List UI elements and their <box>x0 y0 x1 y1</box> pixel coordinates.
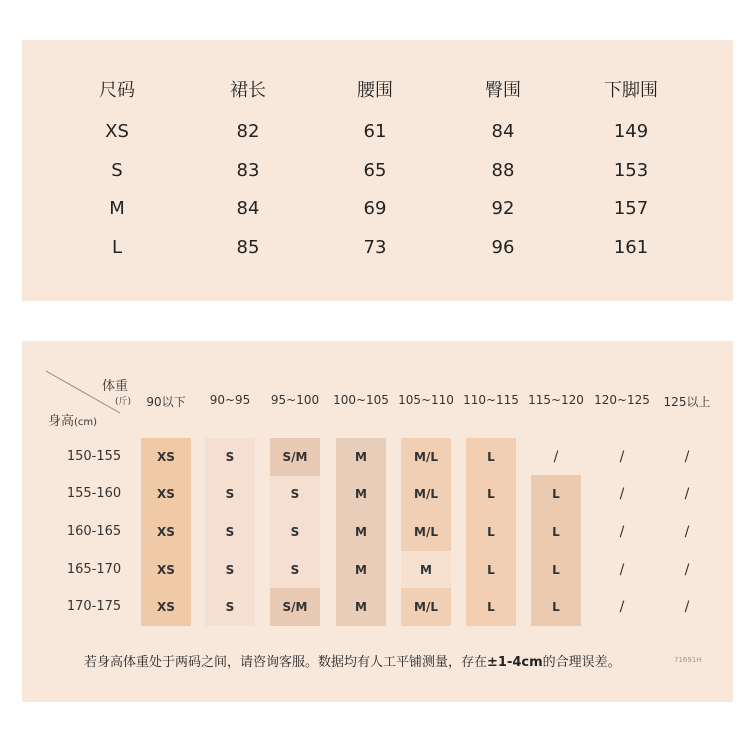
recommended-size-cell: / <box>553 449 559 465</box>
recommended-size-cell: S <box>225 525 235 539</box>
recommended-size-cell: / <box>684 599 690 615</box>
size-cell: L <box>111 237 123 258</box>
weight-range-label: 115~120 <box>528 393 584 407</box>
size-cell: XS <box>105 121 129 142</box>
recommended-size-cell: / <box>684 449 690 465</box>
weight-range-label: 105~110 <box>398 393 454 407</box>
recommended-size-cell: L <box>487 487 495 501</box>
recommended-size-cell: L <box>487 450 495 464</box>
size-cell: 153 <box>613 160 649 181</box>
size-header-cell: 腰围 <box>357 80 393 101</box>
recommended-size-cell: L <box>552 525 560 539</box>
recommended-size-cell: XS <box>157 563 175 577</box>
recommended-size-cell: / <box>684 562 690 578</box>
recommended-size-cell: S <box>225 450 235 464</box>
size-header-cell: 尺码 <box>99 80 135 101</box>
recommended-size-cell: S/M <box>282 600 308 614</box>
height-range-label: 150-155 <box>66 449 122 464</box>
height-range-label: 155-160 <box>66 486 122 501</box>
size-table-row <box>22 229 733 267</box>
size-cell: S <box>111 160 123 181</box>
recommended-size-cell: M <box>355 563 367 577</box>
recommended-size-cell: S <box>290 563 300 577</box>
size-cell: 84 <box>491 121 515 142</box>
recommended-size-cell: XS <box>157 450 175 464</box>
weight-unit: (斤) <box>115 397 132 407</box>
size-cell: 92 <box>491 198 515 219</box>
size-cell: 85 <box>236 237 260 258</box>
weight-range-label: 90以下 <box>146 395 186 409</box>
size-table-panel <box>22 40 733 301</box>
size-cell: 82 <box>236 121 260 142</box>
size-cell: 84 <box>236 198 260 219</box>
recommended-size-cell: / <box>684 486 690 502</box>
recommended-size-cell: S <box>225 600 235 614</box>
recommended-size-cell: M <box>420 563 432 577</box>
weight-header: 体重 <box>102 379 129 394</box>
height-range-label: 165-170 <box>66 562 122 577</box>
recommended-size-cell: S <box>290 525 300 539</box>
size-header-cell: 下脚围 <box>604 80 658 101</box>
recommended-size-cell: M <box>355 450 367 464</box>
height-range-label: 160-165 <box>66 524 122 539</box>
size-table-row <box>22 190 733 228</box>
recommended-size-cell: L <box>552 487 560 501</box>
recommended-size-cell: L <box>487 600 495 614</box>
size-cell: 65 <box>363 160 387 181</box>
footnote-text-2: 的合理误差。 <box>542 655 621 670</box>
weight-range-label: 100~105 <box>333 393 389 407</box>
height-label: 身高 <box>48 414 75 429</box>
recommended-size-cell: XS <box>157 487 175 501</box>
size-cell: 149 <box>613 121 649 142</box>
size-cell: 73 <box>363 237 387 258</box>
recommended-size-cell: S <box>225 487 235 501</box>
weight-range-label: 95~100 <box>270 393 320 407</box>
size-cell: M <box>109 198 125 219</box>
recommended-size-cell: L <box>552 600 560 614</box>
footnote <box>84 651 621 670</box>
recommended-size-cell: M/L <box>414 450 438 464</box>
size-cell: 96 <box>491 237 515 258</box>
size-recommend-panel <box>22 341 733 702</box>
size-cell: 161 <box>613 237 649 258</box>
footnote-text-1: 若身高体重处于两码之间，请咨询客服。数据均有人工平铺测量，存在 <box>84 655 488 670</box>
recommended-size-cell: L <box>487 563 495 577</box>
size-cell: 69 <box>363 198 387 219</box>
recommended-size-cell: M/L <box>414 487 438 501</box>
size-header-cell: 臀围 <box>485 80 521 101</box>
weight-range-label: 90~95 <box>209 393 251 407</box>
recommended-size-cell: / <box>619 599 625 615</box>
product-code: 71691H <box>674 656 702 664</box>
footnote-tolerance: ±1-4cm <box>487 655 543 670</box>
size-header-cell: 裙长 <box>230 80 266 101</box>
size-cell: 88 <box>491 160 515 181</box>
height-range-label: 170-175 <box>66 599 122 614</box>
size-table-row <box>22 113 733 151</box>
recommended-size-cell: S <box>290 487 300 501</box>
recommended-size-cell: / <box>619 524 625 540</box>
height-unit: (cm) <box>74 417 98 428</box>
height-header <box>48 410 97 429</box>
recommended-size-cell: M/L <box>414 525 438 539</box>
recommended-size-cell: / <box>619 449 625 465</box>
recommended-size-cell: XS <box>157 525 175 539</box>
recommended-size-cell: L <box>552 563 560 577</box>
recommended-size-cell: / <box>684 524 690 540</box>
recommended-size-cell: S/M <box>282 450 308 464</box>
size-cell: 61 <box>363 121 387 142</box>
recommended-size-cell: L <box>487 525 495 539</box>
recommended-size-cell: M <box>355 525 367 539</box>
weight-range-label: 120~125 <box>594 393 650 407</box>
recommended-size-cell: M <box>355 487 367 501</box>
size-table-row <box>22 152 733 190</box>
recommended-size-cell: / <box>619 562 625 578</box>
weight-range-label: 110~115 <box>463 393 519 407</box>
recommended-size-cell: M/L <box>414 600 438 614</box>
recommended-size-cell: M <box>355 600 367 614</box>
recommended-size-cell: S <box>225 563 235 577</box>
recommended-size-cell: XS <box>157 600 175 614</box>
size-cell: 157 <box>613 198 649 219</box>
recommended-size-cell: / <box>619 486 625 502</box>
size-table-header-row <box>22 72 733 110</box>
weight-range-label: 125以上 <box>663 395 711 409</box>
size-cell: 83 <box>236 160 260 181</box>
